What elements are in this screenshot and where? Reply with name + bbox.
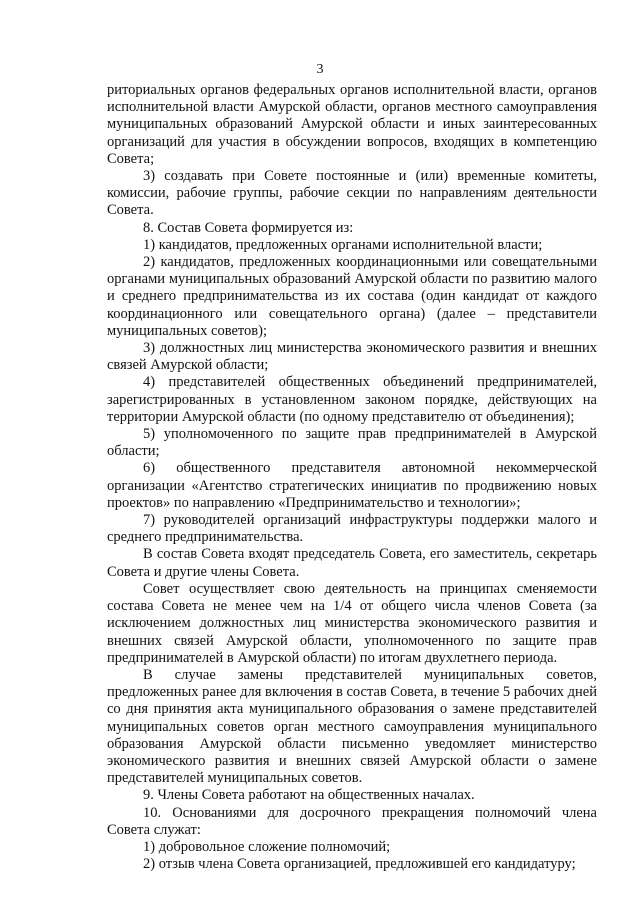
paragraph: 1) добровольное сложение полномочий; (143, 838, 391, 855)
paragraph: 6) общественного представителя автономной некоммерческой организации «Агентство стратегических инициатив по продвижению новых проектов» по направлению «Предпринимательство и технологии»; (107, 460, 597, 511)
paragraph: 2) кандидатов, предложенных координационными или совещательными органами муниципальных образований Амурской области по развитию малого и среднего предпринимательства из их состава (один кандидат от каждого координационного или совещательного органа) (далее – представители муниципальных советов); (107, 254, 597, 339)
paragraph: 8. Состав Совета формируется из: (143, 219, 354, 236)
paragraph: 9. Члены Совета работают на общественных началах. (143, 787, 475, 804)
paragraph: 1) кандидатов, предложенных органами исполнительной власти; (143, 236, 543, 253)
paragraph: 5) уполномоченного по защите прав предпринимателей в Амурской области; (107, 426, 597, 460)
paragraph: риториальных органов федеральных органов исполнительной власти, органов исполнительной власти Амурской области, органов местного самоуправления муниципальных образований Амурской области и иных заинтересованных организаций для участия в обсуждении вопросов, входящих в компетенцию Совета; (107, 82, 597, 167)
document-body (107, 82, 597, 873)
paragraph: 10. Основаниями для досрочного прекращения полномочий члена Совета служат: (107, 804, 597, 838)
paragraph: 4) представителей общественных объединений предпринимателей, зарегистрированных в установленном законом порядке, действующих на территории Амурской области (по одному представителю от объединения); (107, 374, 597, 425)
paragraph: В состав Совета входят председатель Совета, его заместитель, секретарь Совета и другие члены Совета. (107, 546, 597, 580)
page-number: 3 (316, 62, 324, 77)
paragraph: 2) отзыв члена Совета организацией, предложившей его кандидатуру; (143, 856, 576, 873)
paragraph: Совет осуществляет свою деятельность на принципах сменяемости состава Совета не менее чем на 1/4 от общего числа членов Совета (за исключением должностных лиц министерства экономического развития и внешних связей Амурской области, уполномоченного по защите прав предпринимателей в Амурской области) по итогам двухлетнего периода. (107, 580, 597, 666)
paragraph: В случае замены представителей муниципальных советов, предложенных ранее для включения в состав Совета, в течение 5 рабочих дней со дня принятия акта муниципального образования о замене представителей муниципальных советов орган местного самоуправления муниципального образования Амурской области письменно уведомляет министерство экономического развития и внешних связей Амурской области о замене представителей муниципальных советов. (107, 666, 597, 787)
paragraph: 7) руководителей организаций инфраструктуры поддержки малого и среднего предпринимательства. (107, 512, 597, 546)
paragraph: 3) создавать при Совете постоянные и (или) временные комитеты, комиссии, рабочие группы, рабочие секции по направлениям деятельности Совета. (107, 168, 597, 219)
paragraph: 3) должностных лиц министерства экономического развития и внешних связей Амурской области; (107, 340, 597, 374)
